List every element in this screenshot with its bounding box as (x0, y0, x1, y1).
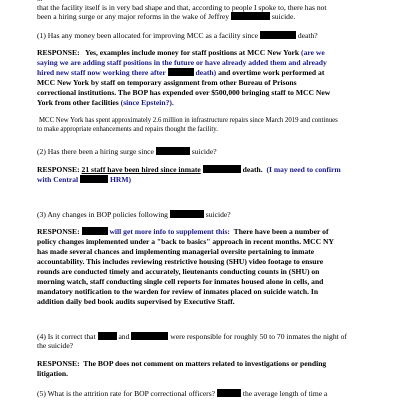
redaction-box (82, 227, 108, 235)
response-4-line-1: RESPONSE: The BOP does not comment on matters related to investigations or pending (37, 359, 327, 368)
response-3-line-6: morning watch, staff conducting single cell reports for inmates housed alone in cells, and (37, 277, 324, 286)
question-3: (3) Any changes in BOP policies following suicide? (37, 210, 231, 219)
redaction-box (131, 332, 168, 340)
note-line-2: to make appropriate enhancements and repairs thought the facility. (37, 126, 218, 133)
question-4-line-2: the suicide? (37, 341, 74, 350)
response-3-line-8: addition daily bed book audits supervised by Executive Staff. (37, 297, 235, 306)
response-1-line-6: York from other facilities (since Epstein?). (37, 98, 174, 107)
response-3-line-2: policy changes implemented under a "back to basics" approach in recent months. MCC NY (37, 237, 335, 246)
question-1: (1) Has any money been allocated for improving MCC as a facility since death? (37, 31, 318, 40)
response-3-line-5: rounds are conducted timely and accurately, lieutenants conducting counts in (SHU) on (37, 267, 320, 276)
question-2: (2) Has there been a hiring surge since suicide? (37, 147, 217, 156)
redaction-box (98, 332, 117, 340)
response-3-line-3: has made several chances and implementing managerial oversite pertaining to inmate (37, 247, 315, 256)
question-5: (5) What is the attrition rate for BOP correctional officers? the average length of time a (37, 389, 328, 398)
note-line-1: MCC New York has spent approximately 2.6 million in infrastructure repairs since March 2019 and continues (39, 117, 338, 124)
response-1-line-4: MCC New York by staff on temporary assignment from other Bureau of Prisons (37, 78, 297, 87)
response-1-line-2: saying we are adding staff positions in the future or have already added them and already (37, 58, 327, 67)
redaction-box (231, 12, 270, 20)
redaction-box (170, 210, 204, 218)
intro-line-2: been a hiring surge or any major reforms in the wake of Jeffrey suicide. (37, 12, 296, 21)
response-1-line-5: correctional institutions. The BOP has expended over $500,000 bringing staff to MCC New (37, 88, 331, 97)
response-1-line-3: hired new staff now working there after death) and overtime work performed at (37, 68, 325, 77)
redaction-box (217, 389, 241, 397)
redaction-box (80, 175, 108, 183)
response-1-line-1: RESPONSE: Yes, examples include money for staff positions at MCC New York (are we (37, 48, 325, 57)
redaction-box (156, 147, 190, 155)
response-3-line-4: accountability. This includes reviewing restrictive housing (SHU) video footage to ensure (37, 257, 324, 266)
redaction-box (260, 31, 296, 39)
response-3-line-1: RESPONSE: will get more info to supplement this: There have been a number of (37, 227, 329, 236)
response-4-line-2: litigation. (37, 369, 69, 378)
question-4-line-1: (4) Is it correct that and were responsible for roughly 50 to 70 inmates the night of (37, 332, 347, 341)
intro-line-1: that the facility itself is in very bad shape and that, according to people I spoke to, there has not (37, 3, 327, 12)
response-2-line-1: RESPONSE: 21 staff have been hired since inmate death. (I may need to confirm (37, 165, 341, 174)
response-3-line-7: mandatory notification to the warden for review of inmates placed on suicide watch. In (37, 287, 319, 296)
response-2-line-2: with Central HRM) (37, 175, 132, 184)
redaction-box (168, 68, 194, 76)
redaction-box (203, 165, 241, 173)
